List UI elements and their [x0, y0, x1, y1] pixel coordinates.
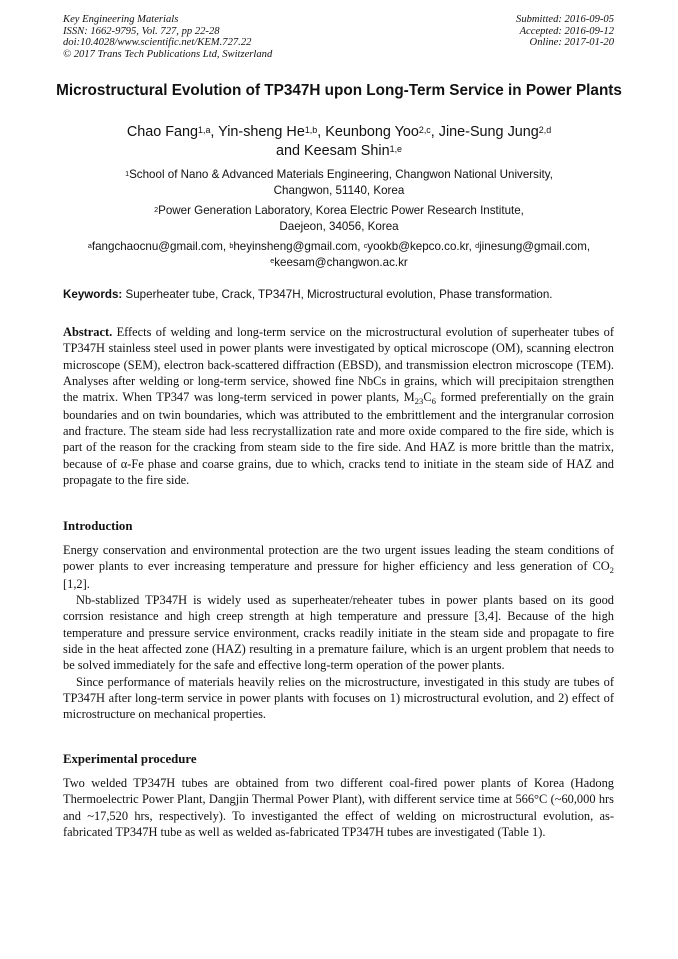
introduction-body [63, 542, 614, 723]
journal-name: Key Engineering Materials [63, 14, 179, 25]
paragraph: Two welded TP347H tubes are obtained from two different coal-fired power plants of Korea (Hadong Thermoelectric Power Plant, Dangjin Thermal Power Plant), with different service time at 566°C (~60,000 hrs and ~17,520 hrs, respectively). To investiganted the effect of welding on microstructural evolution, as-fabricated TP347H tube as well as welded as-fabricated TP347H tubes are investigated (Table 1). [63, 776, 614, 840]
abstract: Abstract. Effects of welding and long-term service on the microstructural evolution of superheater tubes of TP347H stainless steel used in power plants were investigated by optical microscope (OM), scanning electron microscope (SEM), electron back-scattered diffraction (EBSD), and transmission electron microscope (TEM). Analyses after welding or long-term service, showed fine NbCs in grains, which will precipitaion strengthen the matrix. When TP347 was long-term serviced in power plants, $M_{23}C_6$ formed preferentially on the grain boundaries and on twin boundaries, which was attributed to the embrittlement and the intergranular corrosion and fracture. The steam side had less recrystallization rate and more oxide compared to the fire side, which is part of the reason for the cracking from steam side to the fire side. And HAZ is more brittle than the matrix, because of α-Fe phase and coarse grains, due to which, cracks tend to initiate in the steam side of HAZ and propagate to the fire side. [63, 325, 614, 488]
email-list: $^a$fangchaocnu@gmail.com, $^b$heyinsheng@gmail.com, $^c$yookb@kepco.co.kr, $^d$jinesung@gmail.com, $^e$keesam@changwon.ac.kr [87, 240, 591, 269]
abstract-label: Abstract. [63, 325, 113, 339]
experimental-heading: Experimental procedure [63, 752, 197, 766]
email-link[interactable]: jinesung@gmail.com [479, 240, 587, 253]
author: Keunbong Yoo$^{2,c}$ [325, 124, 431, 140]
author: Keesam Shin$^{1,e}$ [304, 143, 402, 159]
author-list: Chao Fang$^{1,a}$, Yin-sheng He$^{1,b}$, Keunbong Yoo$^{2,c}$, Jine-Sung Jung$^{2,d}$ and Keesam Shin$^{1,e}$ [126, 124, 552, 159]
introduction-heading: Introduction [63, 519, 133, 533]
keywords [63, 288, 623, 301]
email-link[interactable]: heyinsheng@gmail.com [233, 240, 358, 253]
dates-info [516, 14, 614, 49]
doi: doi:10.4028/www.scientific.net/KEM.727.22 [63, 37, 252, 49]
email-link[interactable]: yookb@kepco.co.kr [367, 240, 469, 253]
paragraph: Energy conservation and environmental protection are the two urgent issues leading the steam conditions of power plants to ever increasing temperature and pressure for higher efficiency and less generation of $CO_2$ [1,2]. [63, 543, 614, 591]
copyright: © 2017 Trans Tech Publications Ltd, Switzerland [63, 48, 273, 60]
accepted-date: Accepted: 2016-09-12 [519, 25, 614, 37]
author: Jine-Sung Jung$^{2,d}$ [438, 124, 552, 140]
author: Yin-sheng He$^{1,b}$ [218, 124, 318, 140]
submitted-date: Submitted: 2016-09-05 [516, 14, 614, 25]
journal-info [63, 14, 272, 60]
affiliation-1: $^1$School of Nano & Advanced Materials Engineering, Changwon National University, Changwon, 51140, Korea [125, 168, 553, 197]
keywords-label: Keywords: [63, 288, 123, 301]
keywords-text: Superheater tube, Crack, TP347H, Microstructural evolution, Phase transformation. [122, 288, 553, 301]
email-link[interactable]: keesam@changwon.ac.kr [274, 255, 408, 269]
author: Chao Fang$^{1,a}$ [126, 124, 211, 140]
affiliation-2: $^2$Power Generation Laboratory, Korea Electric Power Research Institute, Daejeon, 34056, Korea [154, 204, 524, 233]
paragraph: Since performance of materials heavily relies on the microstructure, investigated in this study are tubes of TP347H after long-term service in power plants with focuses on 1) microstructural evolution, and 2) effect of microstructure on mechanical properties. [63, 674, 614, 722]
email-link[interactable]: fangchaocnu@gmail.com [91, 240, 223, 253]
online-date: Online: 2017-01-20 [529, 37, 614, 49]
paper-title: Microstructural Evolution of TP347H upon Long-Term Service in Power Plants [56, 82, 622, 99]
experimental-body [63, 775, 614, 840]
issn: ISSN: 1662-9795, Vol. 727, pp 22-28 [63, 25, 220, 37]
paragraph: Nb-stablized TP347H is widely used as superheater/reheater tubes in power plants based on its good corrsion resistance and high creep strength at high temperature and pressure [3,4]. Because of the high temperature and pressure service environment, cracks readily initiate in the steam side and propagate to fire side in the heat affected zone (HAZ) resulting in a premature failure, which is an urgent problem that needs to be solved immediately for the safe and effective long-term operation of the power plants. [63, 593, 614, 673]
